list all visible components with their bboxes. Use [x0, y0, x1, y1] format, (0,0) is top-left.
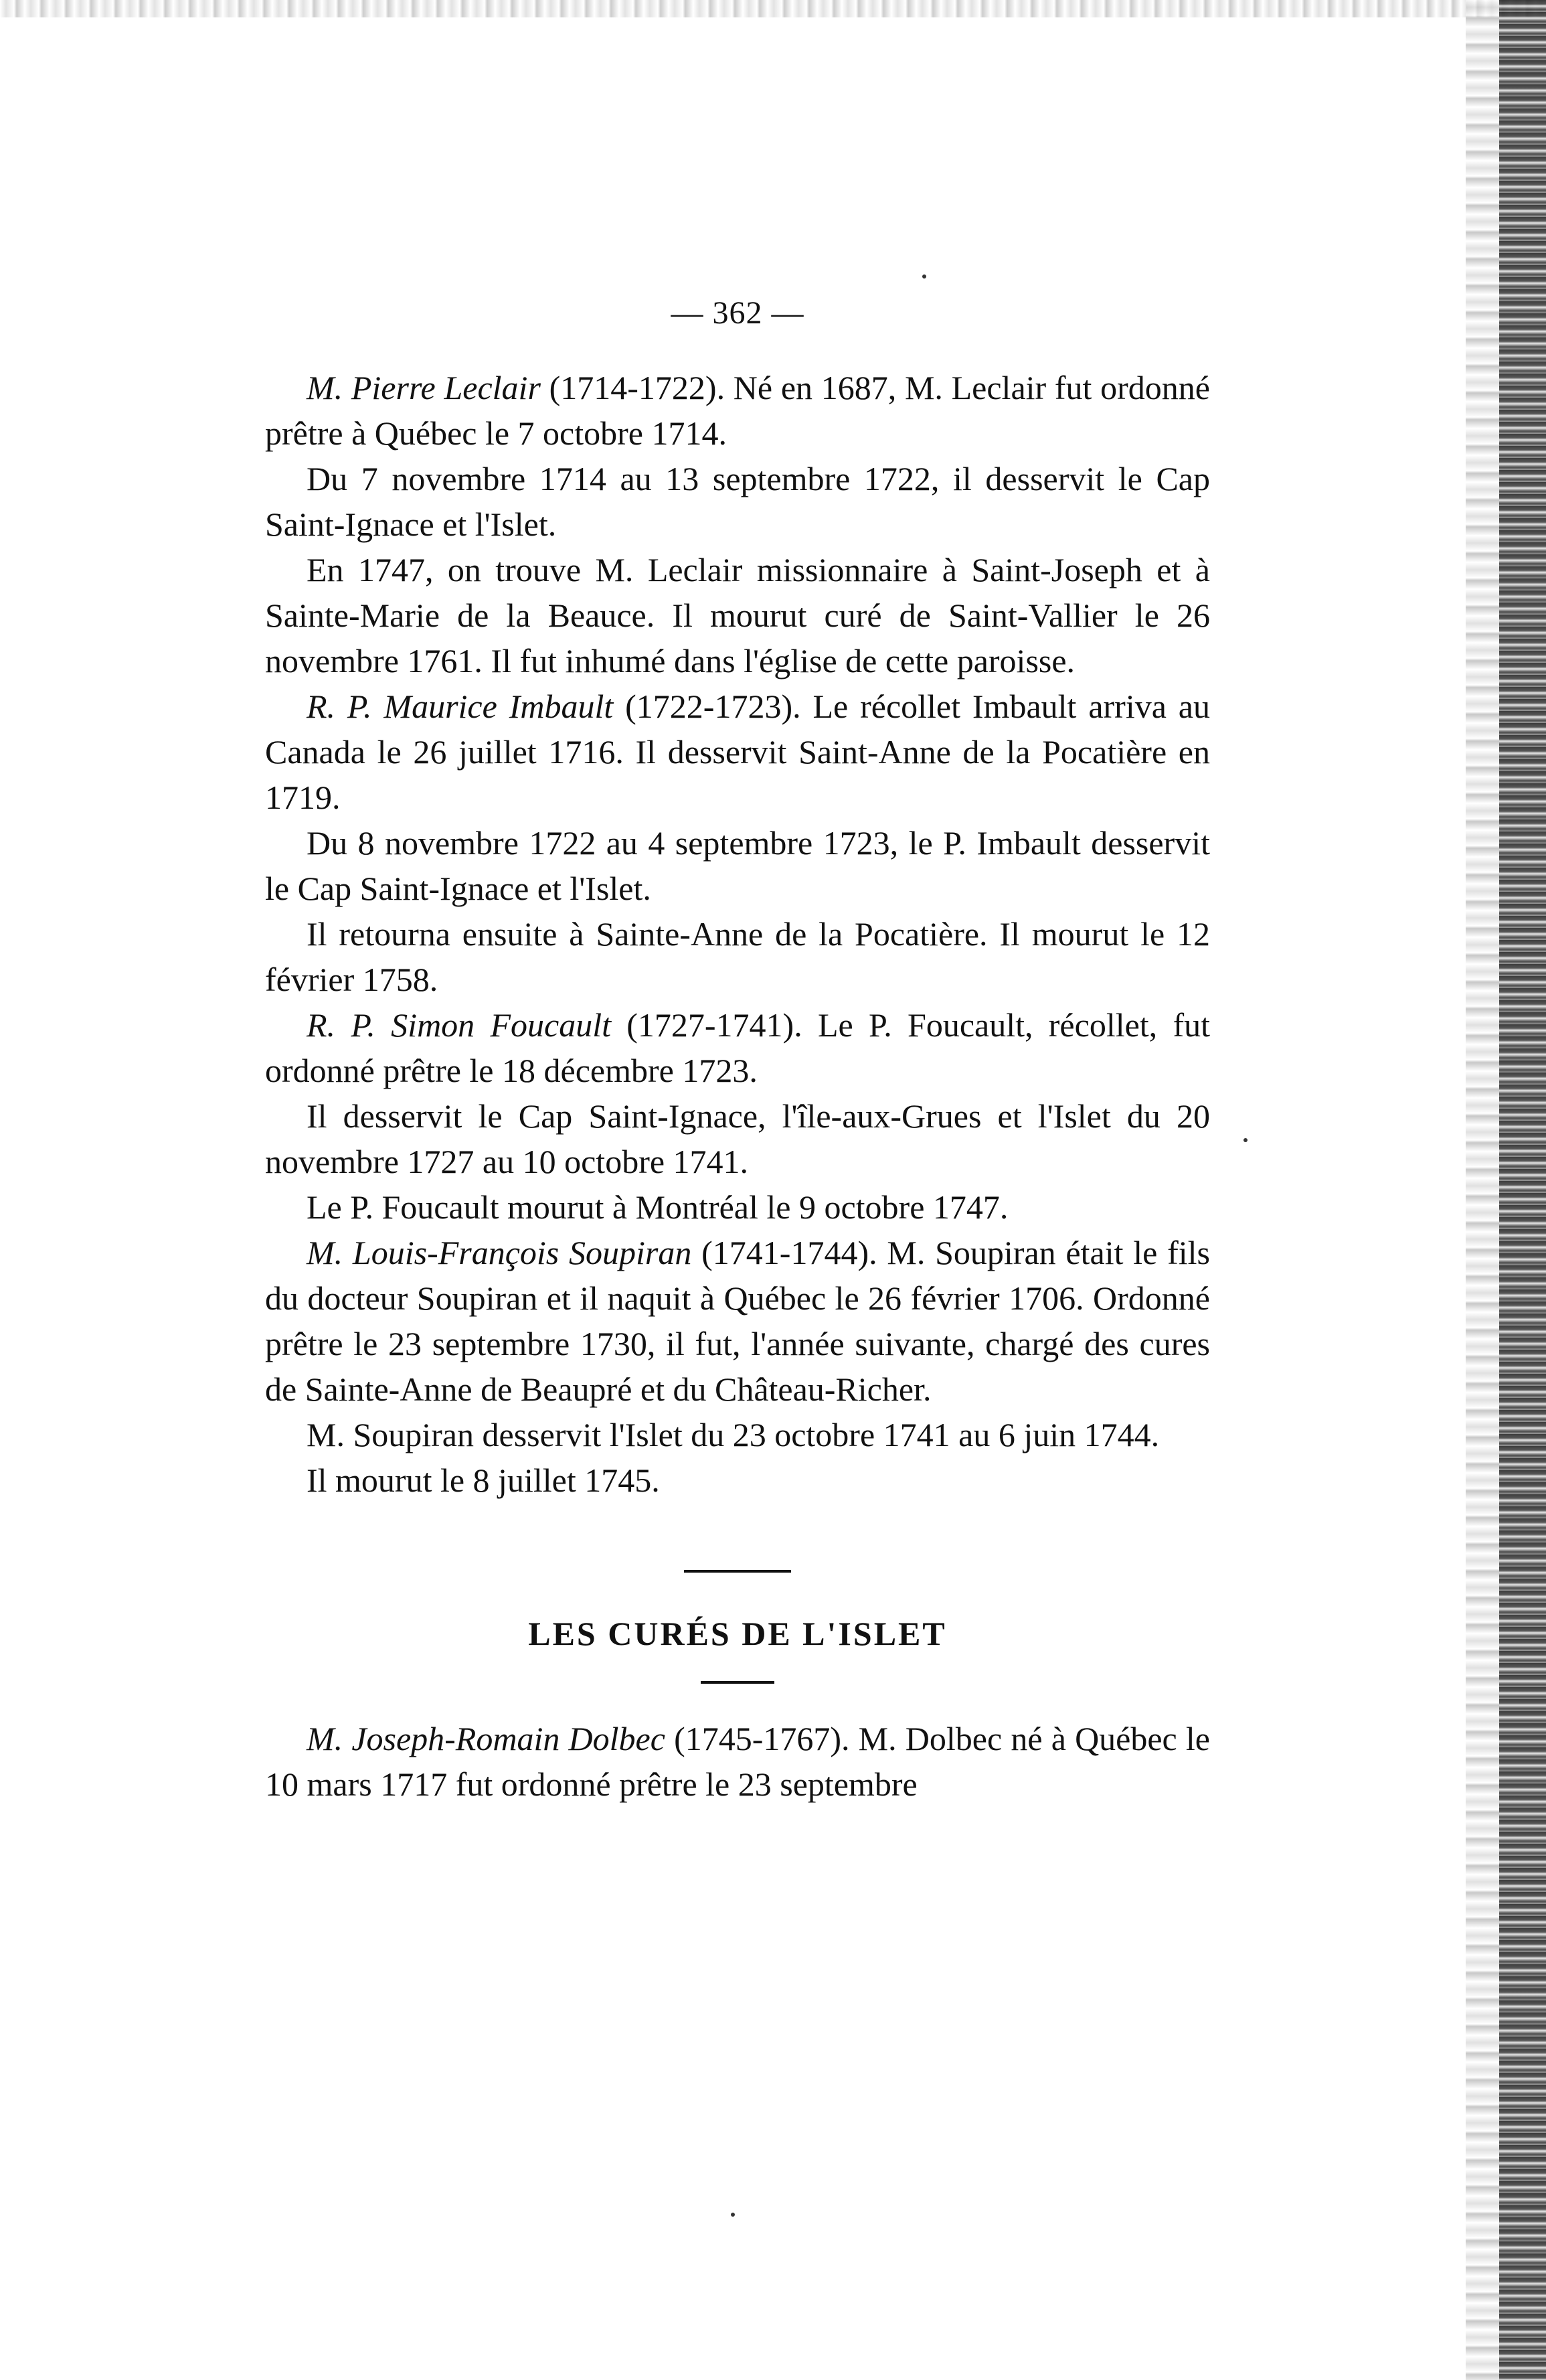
- paragraph-text: (1727-1741). Le P. Foucault, récollet, fut ordonné prêtre le 18 décembre 1723.: [265, 1006, 1211, 1089]
- paragraph-imbault-intro: [265, 684, 1210, 820]
- paragraph-foucault-intro: [265, 1002, 1210, 1093]
- scan-edge-right: [1499, 0, 1546, 2380]
- section-divider-top: [684, 1570, 791, 1573]
- person-name: M. Louis-François Soupiran: [307, 1234, 692, 1271]
- person-name: M. Joseph-Romain Dolbec: [307, 1720, 665, 1757]
- paragraph: Il desservit le Cap Saint-Ignace, l'île-aux-Grues et l'Islet du 20 novembre 1727 au 10 octobre 1741.: [265, 1097, 1210, 1180]
- paragraph-text: (1722-1723). Le récollet Imbault arriva au Canada le 26 juillet 1716. Il desservit Saint-Anne de la Pocatière en 1719.: [265, 688, 1210, 816]
- paragraph: Du 7 novembre 1714 au 13 septembre 1722, il desservit le Cap Saint-Ignace et l'Islet.: [265, 460, 1210, 543]
- scan-speck: [1243, 1138, 1248, 1142]
- person-name: R. P. Maurice Imbault: [307, 688, 614, 725]
- paragraph: Il mourut le 8 juillet 1745.: [307, 1461, 660, 1499]
- scan-speck: [922, 274, 926, 279]
- paragraph-text: (1741-1744). M. Soupiran était le fils du docteur Soupiran et il naquit à Québec le 26 février 1706. Ordonné prêtre le 23 septembre 1730, il fut, l'année suivante, chargé des cures de Sainte-Anne de Beaupré et du Château-Richer.: [265, 1234, 1210, 1408]
- section-title: LES CURÉS DE L'ISLET: [528, 1615, 947, 1652]
- paragraph-soupiran-intro: [265, 1230, 1210, 1412]
- paragraph-leclair-intro: [265, 365, 1210, 456]
- scan-speck: [731, 2213, 735, 2217]
- paragraph-text: (1745-1767). M. Dolbec né à Québec le 10 mars 1717 fut ordonné prêtre le 23 septembre: [265, 1720, 1210, 1803]
- paragraph: Le P. Foucault mourut à Montréal le 9 octobre 1747.: [307, 1188, 1009, 1226]
- paragraph-text: (1714-1722). Né en 1687, M. Leclair fut ordonné prêtre à Québec le 7 octobre 1714.: [265, 369, 1210, 452]
- paragraph-dolbec-intro: [265, 1716, 1210, 1807]
- scan-edge-inner: [1466, 0, 1499, 2380]
- scan-edge-top: [0, 0, 1546, 17]
- paragraph: M. Soupiran desservit l'Islet du 23 octobre 1741 au 6 juin 1744.: [307, 1416, 1160, 1453]
- page-body: [265, 295, 1210, 1807]
- person-name: M. Pierre Leclair: [307, 369, 541, 406]
- section-divider-bottom: [701, 1681, 774, 1684]
- page-number: — 362 —: [671, 295, 804, 331]
- person-name: R. P. Simon Foucault: [307, 1006, 611, 1044]
- paragraph: Il retourna ensuite à Sainte-Anne de la Pocatière. Il mourut le 12 février 1758.: [265, 915, 1210, 998]
- paragraph: En 1747, on trouve M. Leclair missionnaire à Saint-Joseph et à Sainte-Marie de la Beauce. Il mourut curé de Saint-Vallier le 26 novembre 1761. Il fut inhumé dans l'église de cette paroisse.: [265, 551, 1210, 680]
- paragraph: Du 8 novembre 1722 au 4 septembre 1723, le P. Imbault desservit le Cap Saint-Ignace et l'Islet.: [265, 824, 1210, 907]
